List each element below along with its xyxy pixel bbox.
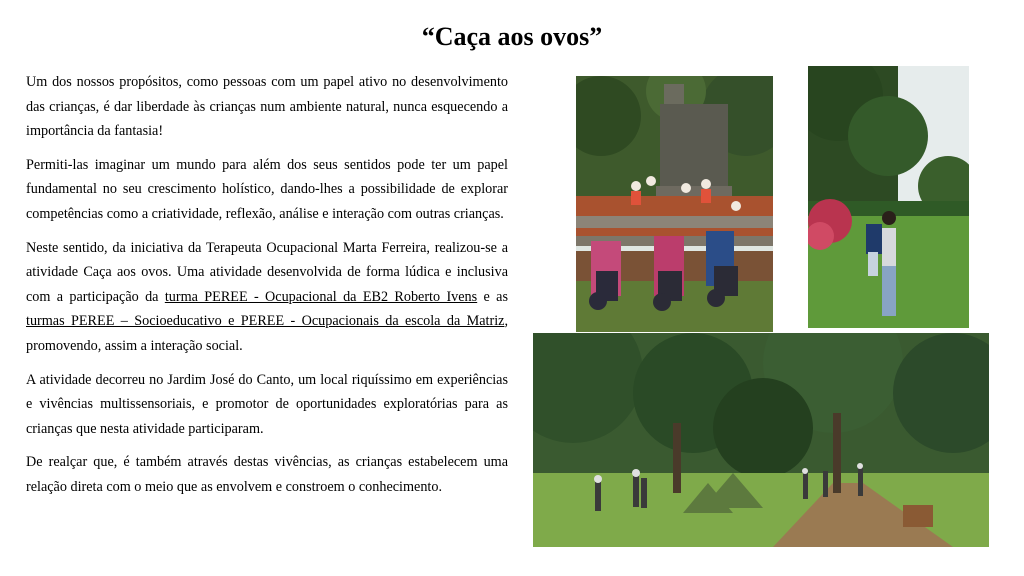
paragraph-5: De realçar que, é também através destas vivências, as crianças estabelecem uma relação direta com o meio que as envolvem e constroem o conhecimento.: [26, 454, 508, 495]
page-title: “Caça aos ovos”: [421, 22, 603, 51]
group-at-monument-photo: [576, 76, 773, 332]
paragraph-3-text-b: e as: [477, 288, 508, 305]
class-link-roberto-ivens[interactable]: turma PEREE - Ocupacional da EB2 Roberto Ivens: [164, 288, 478, 305]
article-body: [26, 70, 508, 509]
paragraph-1: Um dos nossos propósitos, como pessoas com um papel ativo no desenvolvimento das crianças, é dar liberdade às crianças num ambiente natural, nunca esquecendo a importância da fantasia!: [26, 74, 508, 140]
child-on-lawn-photo: [808, 66, 969, 328]
garden-walk-photo: [533, 333, 989, 547]
paragraph-3: [26, 236, 508, 359]
class-link-matriz[interactable]: turmas PEREE – Socioeducativo e PEREE - Ocupacionais da escola da Matriz: [26, 313, 505, 330]
paragraph-3-text-c: , promovendo, assim a interação social.: [26, 313, 508, 354]
paragraph-3-text-a: Neste sentido, da iniciativa da Terapeuta Ocupacional Marta Ferreira, realizou-se a atividade Caça aos ovos. Uma atividade desenvolvida de forma lúdica e inclusiva com a participação da: [26, 239, 508, 305]
paragraph-4: A atividade decorreu no Jardim José do Canto, um local riquíssimo em experiências e vivências multissensoriais, e promotor de oportunidades exploratórias para as crianças que nesta atividade participaram.: [26, 371, 508, 437]
paragraph-2: Permiti-las imaginar um mundo para além dos seus sentidos pode ter um papel fundamental no seu crescimento holístico, dando-lhes a possibilidade de explorar competências como a criatividade, reflexão, análise e interação com outras crianças.: [26, 156, 508, 222]
